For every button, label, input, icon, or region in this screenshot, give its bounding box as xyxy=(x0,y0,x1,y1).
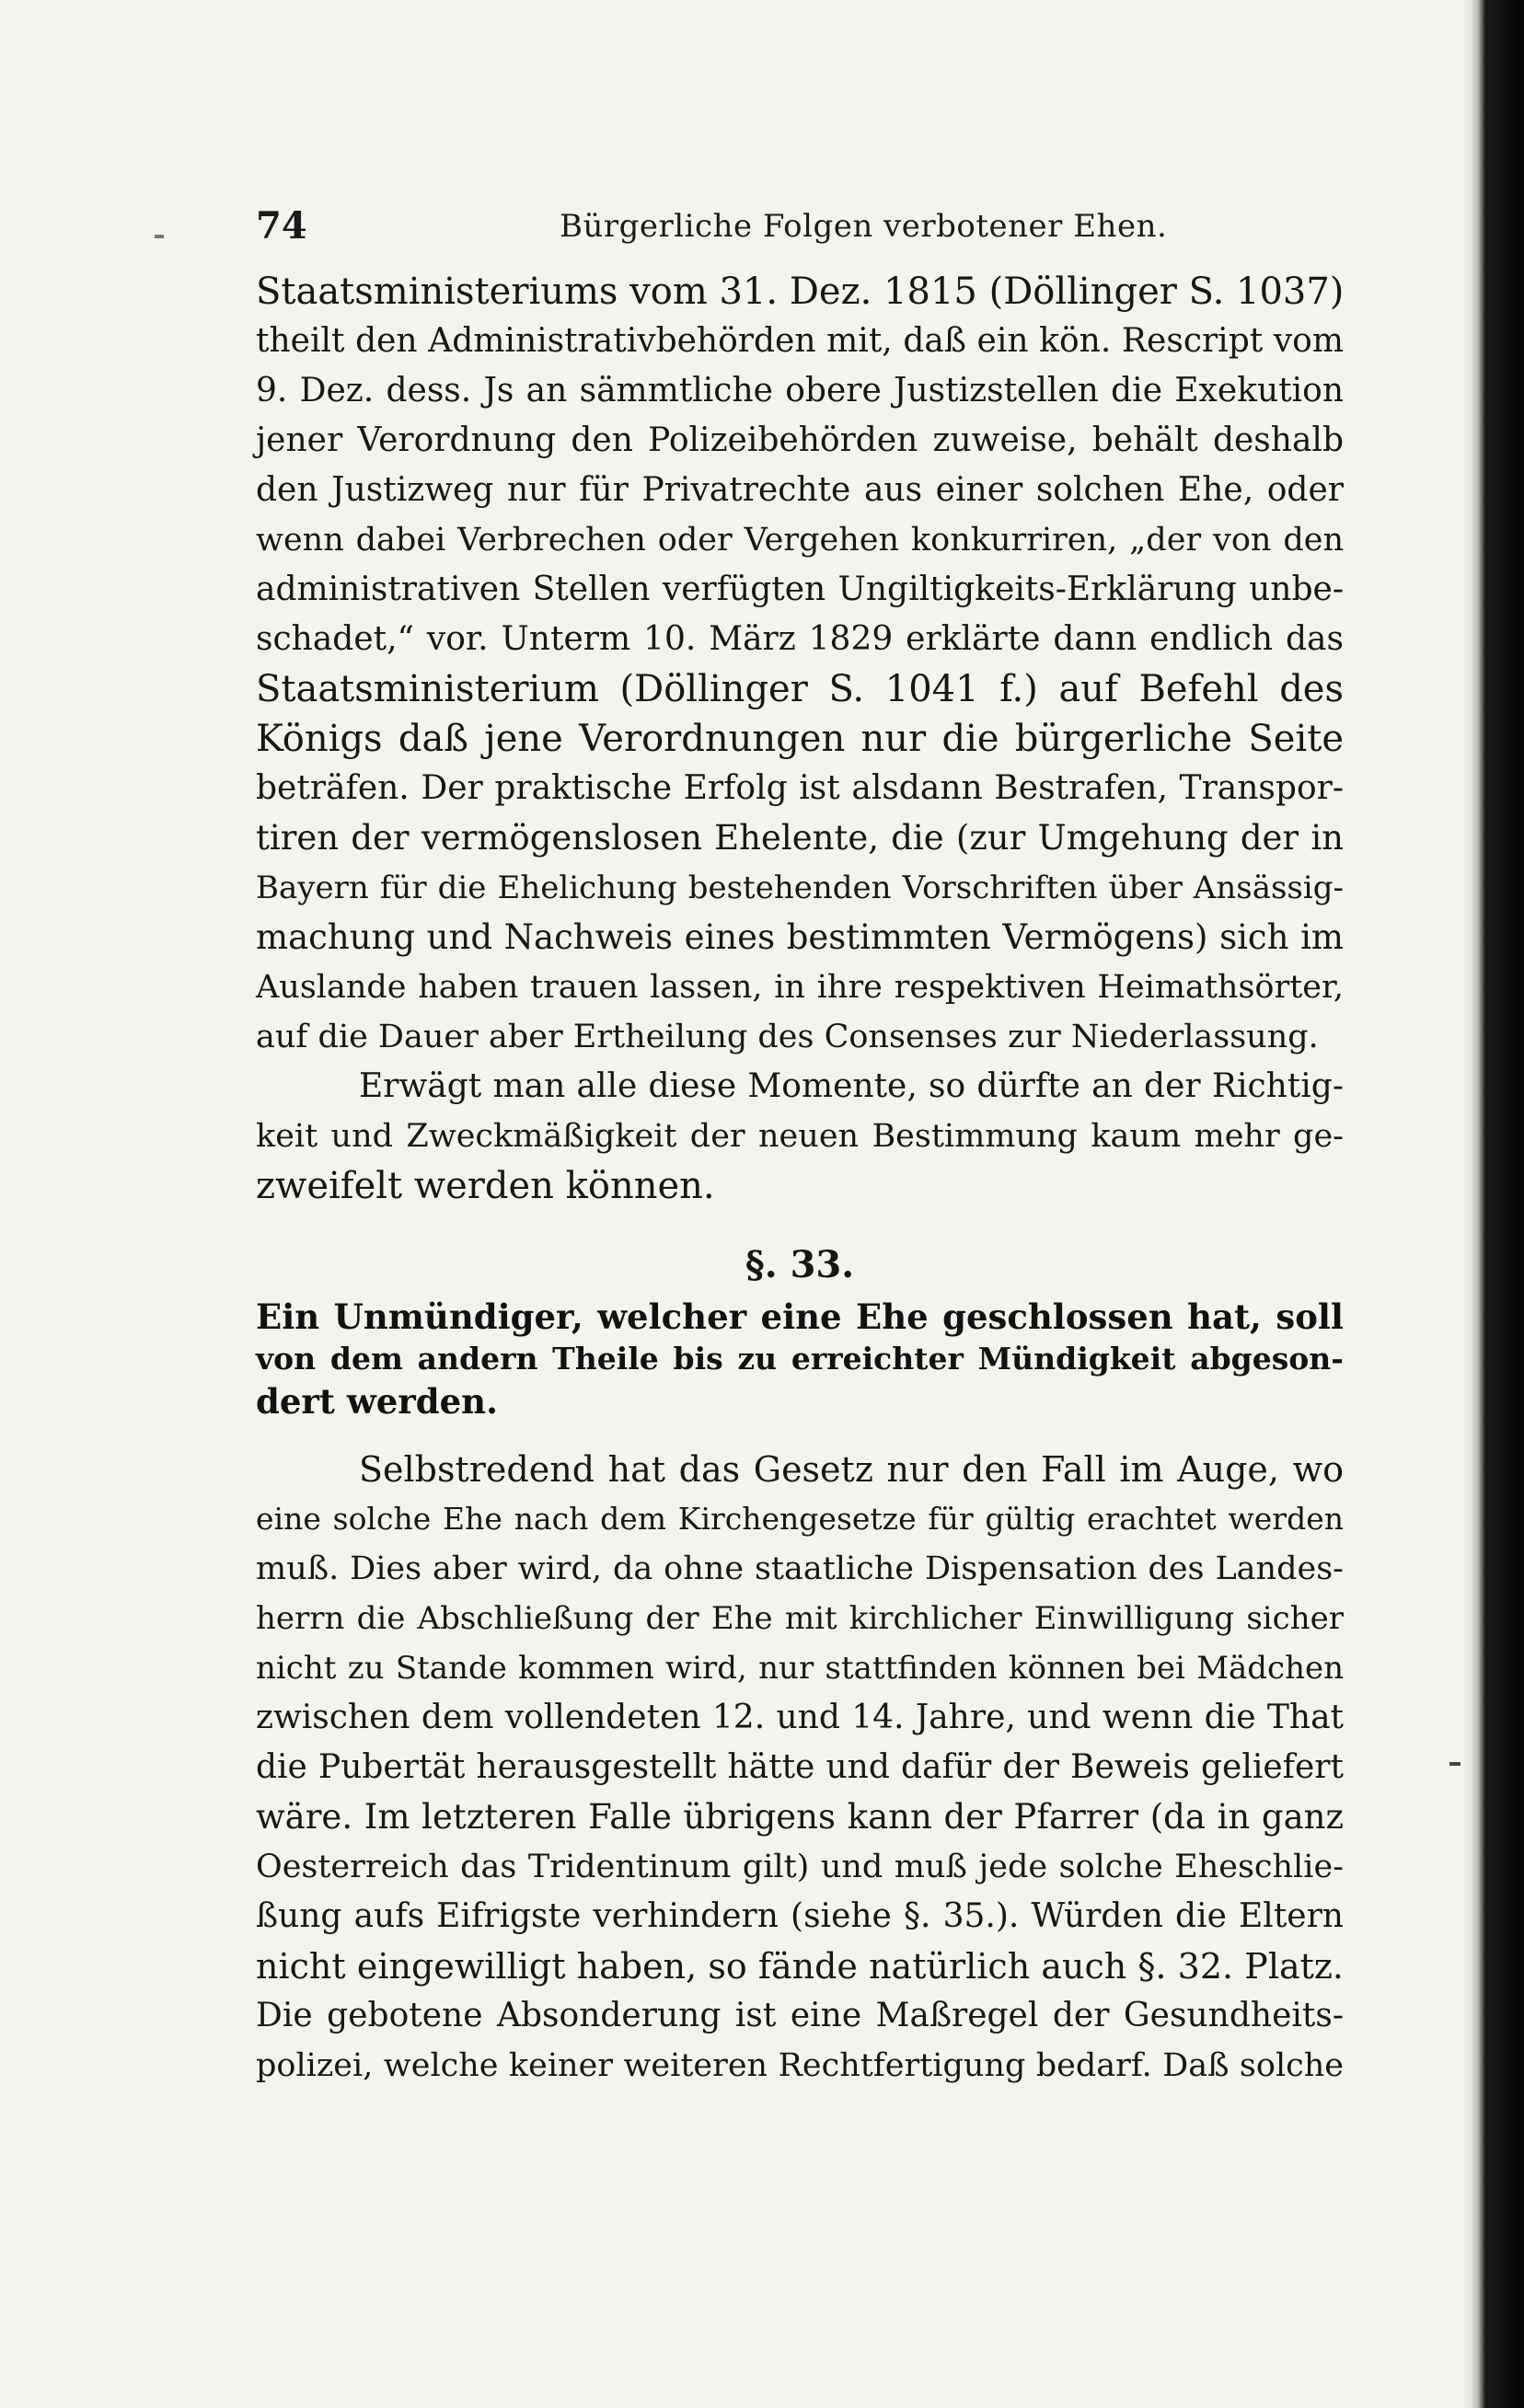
text-line: wäre. Im letzteren Falle übrigens kann der Pfarrer (da in ganz xyxy=(256,1797,1344,1837)
text-line: theilt den Administrativbehörden mit, daß ein kön. Rescript vom xyxy=(256,322,1344,360)
text-line: den Justizweg nur für Privatrechte aus einer solchen Ehe, oder xyxy=(256,471,1344,509)
page-header xyxy=(256,201,1344,252)
margin-mark xyxy=(155,235,164,238)
text-line: Erwägt man alle diese Momente, so dürfte an der Richtig- xyxy=(359,1067,1344,1105)
text-line: Bayern für die Ehelichung bestehenden Vorschriften über Ansässig- xyxy=(256,870,1344,906)
text-line: polizei, welche keiner weiteren Rechtfertigung bedarf. Daß solche xyxy=(256,2047,1344,2084)
text-line: Staatsministerium (Döllinger S. 1041 f.) auf Befehl des xyxy=(256,668,1344,710)
text-line: machung und Nachweis eines bestimmten Vermögens) sich im xyxy=(256,917,1344,957)
text-line: ßung aufs Eifrigste verhindern (siehe §. 35.). Würden die Eltern xyxy=(256,1897,1344,1935)
text-line: Die gebotene Absonderung ist eine Maßregel der Gesundheits- xyxy=(256,1997,1344,2034)
page-number: 74 xyxy=(256,204,307,248)
text-line: Selbstredend hat das Gesetz nur den Fall im Auge, wo xyxy=(359,1449,1344,1490)
margin-mark xyxy=(1449,1762,1460,1766)
text-line: eine solche Ehe nach dem Kirchengesetze für gültig erachtet werden xyxy=(256,1501,1344,1537)
heading-line: Ein Unmündiger, welcher eine Ehe geschlossen hat, soll xyxy=(256,1296,1344,1337)
text-line: wenn dabei Verbrechen oder Vergehen konkurriren, „der von den xyxy=(256,522,1344,559)
text-line: die Pubertät herausgestellt hätte und dafür der Beweis geliefert xyxy=(256,1748,1344,1786)
section-heading xyxy=(256,1296,1344,1423)
text-line: nicht eingewilligt haben, so fände natürlich auch §. 32. Platz. xyxy=(256,1946,1344,1987)
heading-line: von dem andern Theile bis zu erreichter Mündigkeit abgeson- xyxy=(256,1341,1344,1377)
text-line: schadet,“ vor. Unterm 10. März 1829 erklärte dann endlich das xyxy=(256,620,1344,658)
body-text-bottom xyxy=(256,1445,1344,2091)
text-line: beträfen. Der praktische Erfolg ist alsdann Bestrafen, Transpor- xyxy=(256,769,1344,807)
book-spine xyxy=(1472,0,1524,2408)
section-number: §. 33. xyxy=(745,1243,855,1286)
running-head: Bürgerliche Folgen verbotener Ehen. xyxy=(560,208,1168,245)
text-line: keit und Zweckmäßigkeit der neuen Bestimmung kaum mehr ge- xyxy=(256,1118,1344,1155)
text-line: administrativen Stellen verfügten Ungiltigkeits-Erklärung unbe- xyxy=(256,570,1344,608)
text-line: muß. Dies aber wird, da ohne staatliche Dispensation des Landes- xyxy=(256,1550,1344,1587)
text-line: tiren der vermögenslosen Ehelente, die (zur Umgehung der in xyxy=(256,818,1344,858)
text-line: zweifelt werden können. xyxy=(256,1165,715,1207)
text-line: Königs daß jene Verordnungen nur die bürgerliche Seite xyxy=(256,718,1344,760)
text-line: Oesterreich das Tridentinum gilt) und muß jede solche Eheschlie- xyxy=(256,1849,1344,1885)
text-line: 9. Dez. dess. Js an sämmtliche obere Justizstellen die Exekution xyxy=(256,372,1344,409)
heading-line: dert werden. xyxy=(256,1381,498,1422)
text-line: zwischen dem vollendeten 12. und 14. Jahre, und wenn die That xyxy=(256,1699,1344,1736)
text-line: nicht zu Stande kommen wird, nur stattfinden können bei Mädchen xyxy=(256,1650,1344,1687)
text-line: Auslande haben trauen lassen, in ihre respektiven Heimathsörter, xyxy=(256,969,1344,1006)
text-line: Staatsministeriums vom 31. Dez. 1815 (Döllinger S. 1037) xyxy=(256,271,1345,313)
body-text-top xyxy=(256,267,1344,1211)
page-edge-shadow xyxy=(1463,0,1472,2408)
text-line: jener Verordnung den Polizeibehörden zuweise, behält deshalb xyxy=(256,421,1344,459)
text-line: herrn die Abschließung der Ehe mit kirchlicher Einwilligung sicher xyxy=(256,1600,1344,1637)
text-line: auf die Dauer aber Ertheilung des Consenses zur Niederlassung. xyxy=(256,1019,1319,1055)
